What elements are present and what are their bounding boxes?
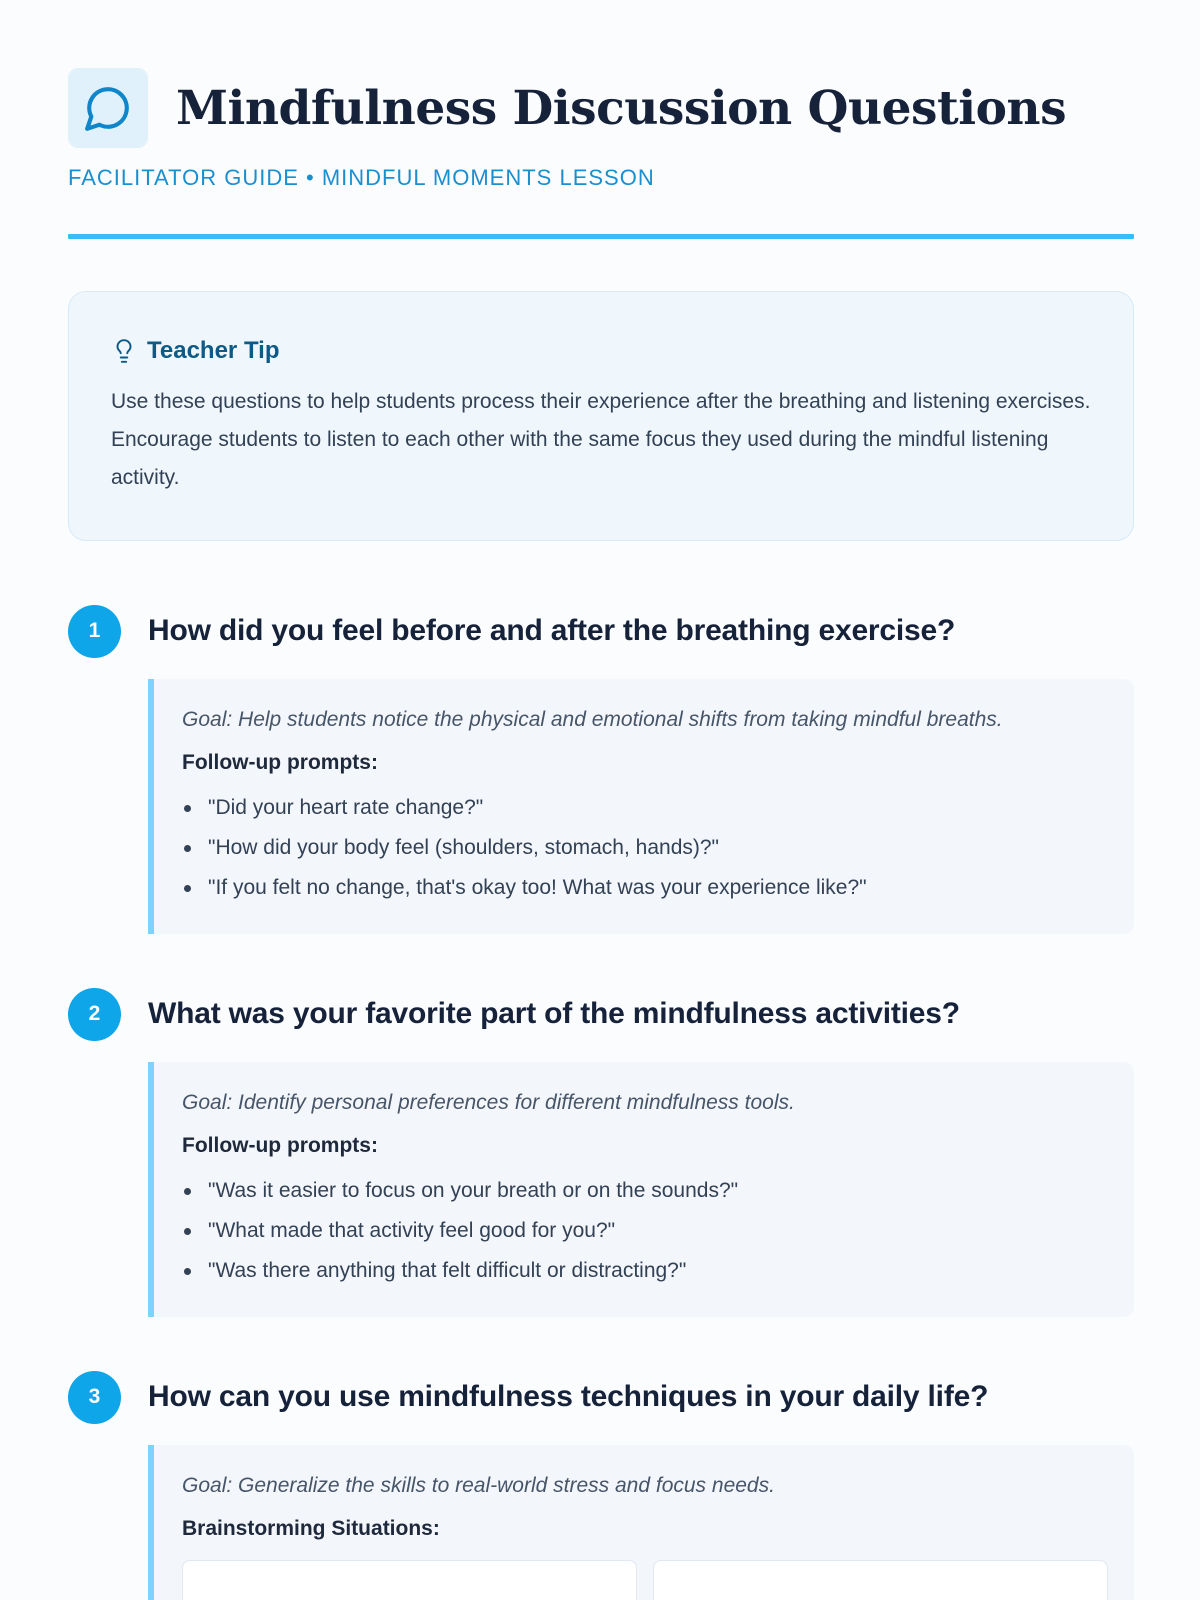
question-goal: Goal: Identify personal preferences for different mindfulness tools.	[182, 1091, 795, 1114]
question-header	[68, 603, 1134, 659]
follow-up-label: Follow-up prompts:	[182, 1134, 378, 1157]
teacher-tip-body: Use these questions to help students process their experience after the breathing and listening exercises. Encourage students to listen to each other with the same focus they used during the mindful listening activity.	[111, 390, 1091, 489]
question-number-badge: 2	[68, 988, 121, 1041]
follow-up-prompt: "Was it easier to focus on your breath or on the sounds?"	[182, 1171, 1108, 1211]
follow-up-prompt: "If you felt no change, that's okay too! What was your experience like?"	[182, 868, 1108, 908]
follow-up-prompt: "How did your body feel (shoulders, stomach, hands)?"	[182, 828, 1108, 868]
follow-up-label: Follow-up prompts:	[182, 751, 378, 774]
situations-grid	[182, 1560, 1108, 1600]
question-number-badge: 1	[68, 605, 121, 658]
follow-up-list	[182, 788, 1108, 908]
follow-up-prompt: "Did your heart rate change?"	[182, 788, 1108, 828]
chat-bubble-icon	[68, 68, 148, 148]
question-header	[68, 986, 1134, 1042]
question-2	[68, 986, 1134, 1317]
question-goal: Goal: Generalize the skills to real-world stress and focus needs.	[182, 1474, 775, 1497]
situation-card	[182, 1560, 637, 1600]
lightbulb-icon	[111, 334, 141, 368]
question-details	[148, 679, 1134, 934]
question-details	[148, 1445, 1134, 1600]
question-text: What was your favorite part of the mindfulness activities?	[148, 997, 960, 1030]
question-goal: Goal: Help students notice the physical and emotional shifts from taking mindful breaths.	[182, 708, 1003, 731]
question-1	[68, 603, 1134, 934]
header-divider	[68, 234, 1134, 239]
follow-up-list	[182, 1171, 1108, 1291]
question-header	[68, 1369, 1134, 1425]
question-3	[68, 1369, 1134, 1600]
teacher-tip-title: Teacher Tip	[147, 337, 280, 364]
question-text: How did you feel before and after the breathing exercise?	[148, 614, 956, 647]
situation-card	[653, 1560, 1108, 1600]
follow-up-prompt: "Was there anything that felt difficult or distracting?"	[182, 1251, 1108, 1291]
teacher-tip-header	[111, 334, 1091, 368]
question-details	[148, 1062, 1134, 1317]
question-number-badge: 3	[68, 1371, 121, 1424]
follow-up-prompt: "What made that activity feel good for you?"	[182, 1211, 1108, 1251]
teacher-tip-box	[68, 291, 1134, 541]
page-title: Mindfulness Discussion Questions	[176, 80, 1067, 136]
question-text: How can you use mindfulness techniques in your daily life?	[148, 1380, 989, 1413]
situations-label: Brainstorming Situations:	[182, 1517, 440, 1540]
page	[68, 68, 1134, 1600]
header	[68, 68, 1134, 148]
page-subtitle: FACILITATOR GUIDE • MINDFUL MOMENTS LESSON	[68, 165, 655, 190]
